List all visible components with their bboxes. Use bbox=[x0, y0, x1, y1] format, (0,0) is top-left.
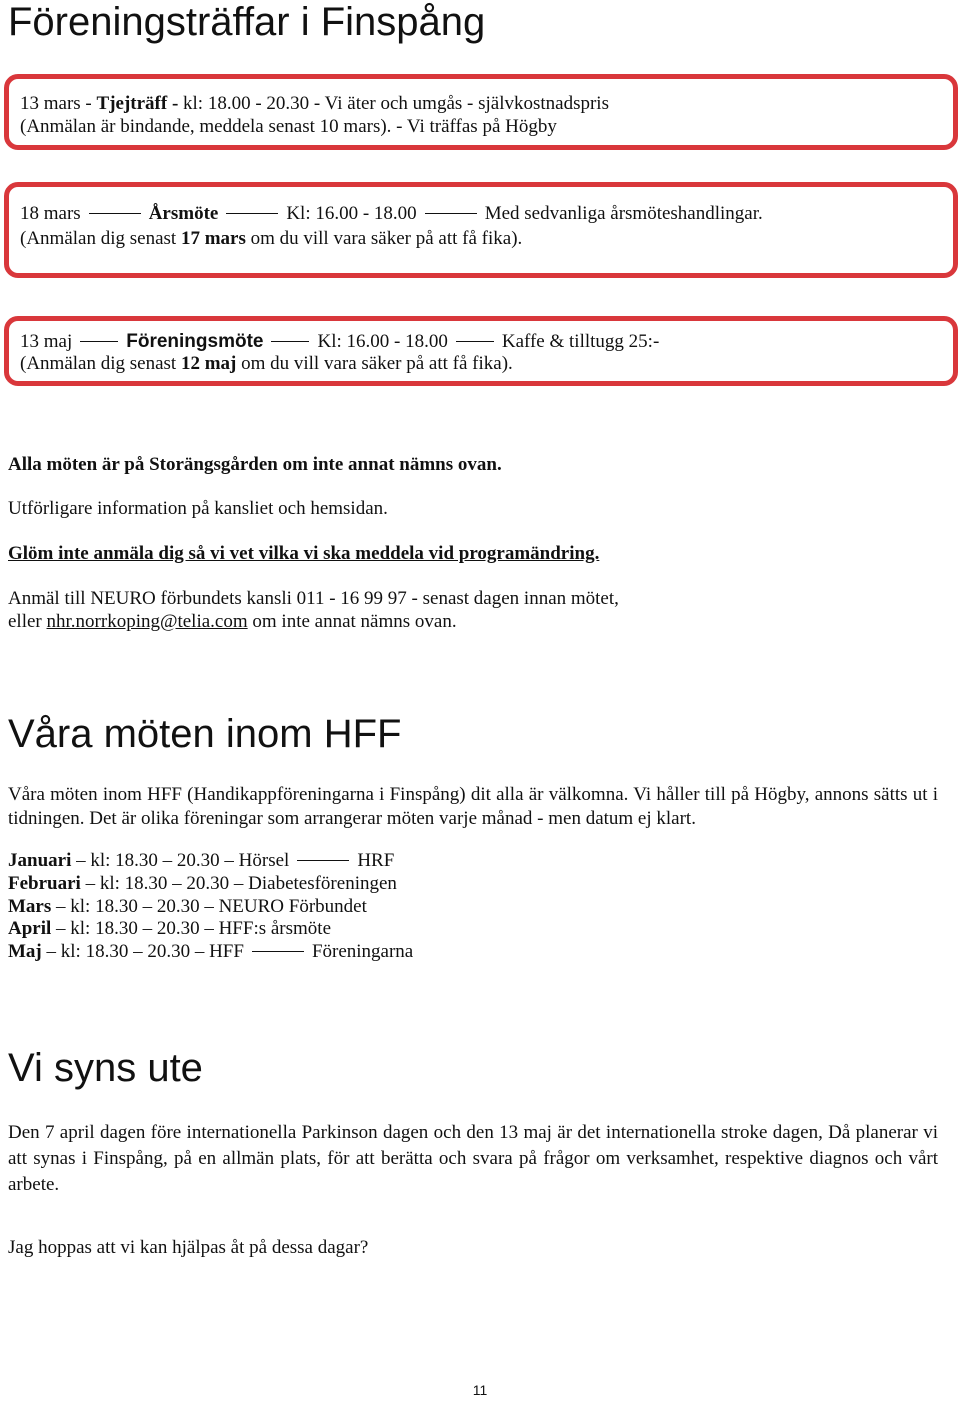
dash bbox=[80, 341, 118, 342]
schedule-row: Maj – kl: 18.30 – 20.30 – HFF Föreningarna bbox=[8, 941, 414, 962]
info-register-line1: Anmäl till NEURO förbundets kansli 011 - 16 99 97 - senast dagen innan mötet, bbox=[8, 588, 619, 609]
event-box-tjejtraff bbox=[4, 74, 958, 150]
section-title-hff: Våra möten inom HFF bbox=[8, 712, 402, 756]
page-number: 11 bbox=[472, 1382, 488, 1398]
dash bbox=[297, 860, 349, 861]
event-line-1: 18 mars Årsmöte Kl: 16.00 - 18.00 Med sedvanliga årsmöteshandlingar. bbox=[20, 203, 763, 224]
dash bbox=[252, 951, 304, 952]
dash bbox=[456, 341, 494, 342]
schedule-row: Januari – kl: 18.30 – 20.30 – Hörsel HRF bbox=[8, 850, 395, 871]
dash bbox=[425, 213, 477, 214]
dash bbox=[226, 213, 278, 214]
section-title-vi-syns-ute: Vi syns ute bbox=[8, 1046, 203, 1090]
outside-para1: Den 7 april dagen före internationella Parkinson dagen och den 13 maj är det internationella stroke dagen, Då planerar vi att synas i Finspång, på en allmän plats, för att berätta och svara på frågor om verksamhet, respektive diagnos och vårt arbete. bbox=[8, 1122, 938, 1195]
event-line-2: (Anmälan är bindande, meddela senast 10 mars). - Vi träffas på Högby bbox=[20, 116, 557, 137]
event-line-1: 13 maj Föreningsmöte Kl: 16.00 - 18.00 Kaffe & tilltugg 25:- bbox=[20, 331, 660, 352]
event-line-2: (Anmälan dig senast 17 mars om du vill vara säker på att få fika). bbox=[20, 228, 523, 249]
dash bbox=[271, 341, 309, 342]
info-register-line2: eller nhr.norrkoping@telia.com om inte annat nämns ovan. bbox=[8, 611, 457, 632]
info-all-meetings: Alla möten är på Storängsgården om inte annat nämns ovan. bbox=[8, 454, 502, 475]
hff-intro: Våra möten inom HFF (Handikappföreningarna i Finspång) dit alla är välkomna. Vi håller till på Högby, annons sätts ut i tidningen. Det är olika föreningar som arrangerar möten varje månad - men datum ej klart. bbox=[8, 784, 938, 829]
email-link[interactable]: nhr.norrkoping@telia.com bbox=[46, 611, 248, 632]
outside-para2: Jag hoppas att vi kan hjälpas åt på dessa dagar? bbox=[8, 1237, 369, 1258]
event-line-1: 13 mars - Tjejträff - kl: 18.00 - 20.30 - Vi äter och umgås - självkostnadspris bbox=[20, 93, 609, 114]
event-box-arsmote bbox=[4, 182, 958, 278]
page-title: Föreningsträffar i Finspång bbox=[8, 0, 486, 44]
schedule-row: Februari – kl: 18.30 – 20.30 – Diabetesföreningen bbox=[8, 873, 397, 894]
event-line-2: (Anmälan dig senast 12 maj om du vill vara säker på att få fika). bbox=[20, 353, 513, 374]
event-box-foreningsmote bbox=[4, 316, 958, 386]
dash bbox=[89, 213, 141, 214]
info-reminder: Glöm inte anmäla dig så vi vet vilka vi ska meddela vid programändring. bbox=[8, 543, 600, 564]
info-more-info: Utförligare information på kansliet och hemsidan. bbox=[8, 498, 388, 519]
schedule-row: Mars – kl: 18.30 – 20.30 – NEURO Förbundet bbox=[8, 896, 367, 917]
schedule-row: April – kl: 18.30 – 20.30 – HFF:s årsmöte bbox=[8, 918, 332, 939]
